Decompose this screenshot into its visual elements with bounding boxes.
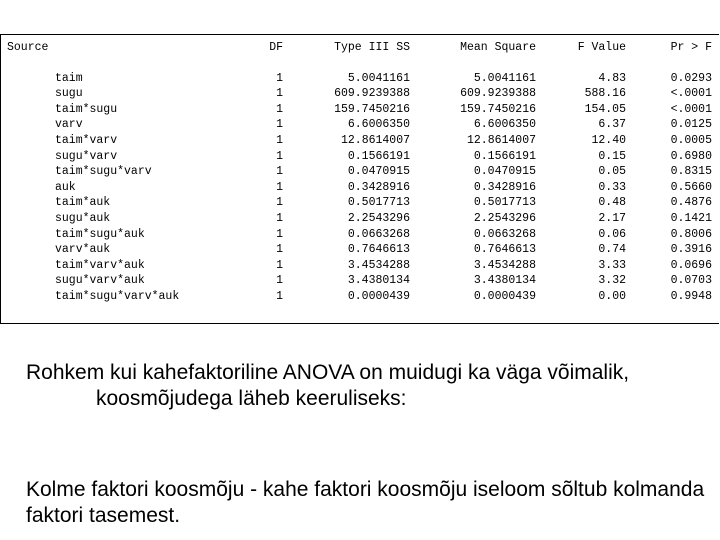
table-row <box>7 133 712 149</box>
f-cell: 0.05 <box>598 165 626 179</box>
p-cell: 0.8315 <box>670 165 712 179</box>
ms-cell: 0.0000439 <box>473 289 536 303</box>
source-cell: taim*sugu*varv <box>55 165 152 179</box>
f-cell: 0.48 <box>598 196 626 210</box>
df-cell: 1 <box>276 211 283 225</box>
f-cell: 0.06 <box>598 227 626 241</box>
table-header-row <box>7 40 712 56</box>
table-row <box>7 211 712 227</box>
ss-cell: 12.8614007 <box>340 133 410 147</box>
source-cell: sugu <box>55 87 83 101</box>
df-cell: 1 <box>276 118 283 132</box>
ss-cell: 6.6006350 <box>347 118 410 132</box>
f-cell: 0.74 <box>598 243 626 257</box>
header-source: Source <box>7 41 49 54</box>
ss-cell: 609.9239388 <box>334 87 410 101</box>
p-cell: 0.4876 <box>670 196 712 210</box>
f-cell: 4.83 <box>598 71 626 85</box>
df-cell: 1 <box>276 274 283 288</box>
ss-cell: 0.1566191 <box>347 149 410 163</box>
table-row <box>7 180 712 196</box>
source-cell: taim*auk <box>55 196 111 210</box>
p-cell: <.0001 <box>670 87 712 101</box>
paragraph-intro-line1: Rohkem kui kahefaktoriline ANOVA on muidugi ka väga võimalik, <box>26 361 630 384</box>
df-cell: 1 <box>276 289 283 303</box>
anova-table <box>7 40 712 305</box>
table-row <box>7 242 712 258</box>
table-row <box>7 195 712 211</box>
ms-cell: 2.2543296 <box>473 211 536 225</box>
p-cell: 0.6980 <box>670 149 712 163</box>
ss-cell: 0.0470915 <box>347 165 410 179</box>
paragraph-intro <box>26 360 676 412</box>
df-cell: 1 <box>276 133 283 147</box>
ms-cell: 0.7646613 <box>473 243 536 257</box>
ms-cell: 5.0041161 <box>473 71 536 85</box>
p-cell: 0.8006 <box>670 227 712 241</box>
ms-cell: 159.7450216 <box>460 102 536 116</box>
table-row <box>7 117 712 133</box>
f-cell: 154.05 <box>584 102 626 116</box>
ss-cell: 5.0041161 <box>347 71 410 85</box>
ss-cell: 3.4380134 <box>347 274 410 288</box>
df-cell: 1 <box>276 87 283 101</box>
df-cell: 1 <box>276 102 283 116</box>
table-row <box>7 289 712 305</box>
table-row <box>7 273 712 289</box>
f-cell: 0.33 <box>598 180 626 194</box>
ss-cell: 0.3428916 <box>347 180 410 194</box>
ms-cell: 3.4380134 <box>473 274 536 288</box>
f-cell: 0.00 <box>598 289 626 303</box>
spacer-row <box>7 56 712 71</box>
ss-cell: 0.0000439 <box>347 289 410 303</box>
source-cell: sugu*auk <box>55 211 111 225</box>
ms-cell: 0.0663268 <box>473 227 536 241</box>
ms-cell: 0.0470915 <box>473 165 536 179</box>
source-cell: taim*varv <box>55 133 118 147</box>
df-cell: 1 <box>276 165 283 179</box>
p-cell: 0.0293 <box>670 71 712 85</box>
ms-cell: 6.6006350 <box>473 118 536 132</box>
ms-cell: 3.4534288 <box>473 258 536 272</box>
f-cell: 6.37 <box>598 118 626 132</box>
df-cell: 1 <box>276 71 283 85</box>
df-cell: 1 <box>276 258 283 272</box>
table-row <box>7 102 712 118</box>
f-cell: 12.40 <box>591 133 626 147</box>
table-row <box>7 227 712 243</box>
p-cell: <.0001 <box>670 102 712 116</box>
paragraph-three-way: Kolme faktori koosmõju - kahe faktori koosmõju iseloom sõltub kolmanda faktori tasemest. <box>26 478 705 527</box>
p-cell: 0.0125 <box>670 118 712 132</box>
header-df: DF <box>269 41 283 54</box>
f-cell: 3.32 <box>598 274 626 288</box>
source-cell: taim*sugu <box>55 102 118 116</box>
p-cell: 0.0005 <box>670 133 712 147</box>
table-row <box>7 258 712 274</box>
ms-cell: 0.3428916 <box>473 180 536 194</box>
header-f-value: F Value <box>577 41 626 54</box>
table-row <box>7 71 712 87</box>
paragraph-intro-line2: koosmõjudega läheb keeruliseks: <box>96 387 407 410</box>
p-cell: 0.9948 <box>670 289 712 303</box>
ss-cell: 3.4534288 <box>347 258 410 272</box>
p-cell: 0.5660 <box>670 180 712 194</box>
df-cell: 1 <box>276 149 283 163</box>
source-cell: varv*auk <box>55 243 111 257</box>
ss-cell: 0.0663268 <box>347 227 410 241</box>
table-row <box>7 86 712 102</box>
source-cell: taim*sugu*auk <box>55 227 145 241</box>
source-cell: taim*sugu*varv*auk <box>55 289 180 303</box>
source-cell: auk <box>55 180 76 194</box>
source-cell: sugu*varv <box>55 149 118 163</box>
anova-output-box <box>0 34 719 324</box>
df-cell: 1 <box>276 180 283 194</box>
ss-cell: 159.7450216 <box>334 102 410 116</box>
df-cell: 1 <box>276 227 283 241</box>
f-cell: 2.17 <box>598 211 626 225</box>
ss-cell: 2.2543296 <box>347 211 410 225</box>
f-cell: 3.33 <box>598 258 626 272</box>
ms-cell: 609.9239388 <box>460 87 536 101</box>
f-cell: 588.16 <box>584 87 626 101</box>
df-cell: 1 <box>276 243 283 257</box>
ms-cell: 0.5017713 <box>473 196 536 210</box>
ss-cell: 0.7646613 <box>347 243 410 257</box>
ms-cell: 0.1566191 <box>473 149 536 163</box>
header-mean-square: Mean Square <box>460 41 536 54</box>
source-cell: taim*varv*auk <box>55 258 145 272</box>
p-cell: 0.0696 <box>670 258 712 272</box>
ss-cell: 0.5017713 <box>347 196 410 210</box>
header-type3ss: Type III SS <box>334 41 410 54</box>
p-cell: 0.0703 <box>670 274 712 288</box>
p-cell: 0.1421 <box>670 211 712 225</box>
f-cell: 0.15 <box>598 149 626 163</box>
header-pr-f: Pr > F <box>670 41 712 54</box>
p-cell: 0.3916 <box>670 243 712 257</box>
source-cell: taim <box>55 71 83 85</box>
ms-cell: 12.8614007 <box>466 133 536 147</box>
source-cell: sugu*varv*auk <box>55 274 145 288</box>
df-cell: 1 <box>276 196 283 210</box>
table-row <box>7 149 712 165</box>
source-cell: varv <box>55 118 83 132</box>
table-row <box>7 164 712 180</box>
